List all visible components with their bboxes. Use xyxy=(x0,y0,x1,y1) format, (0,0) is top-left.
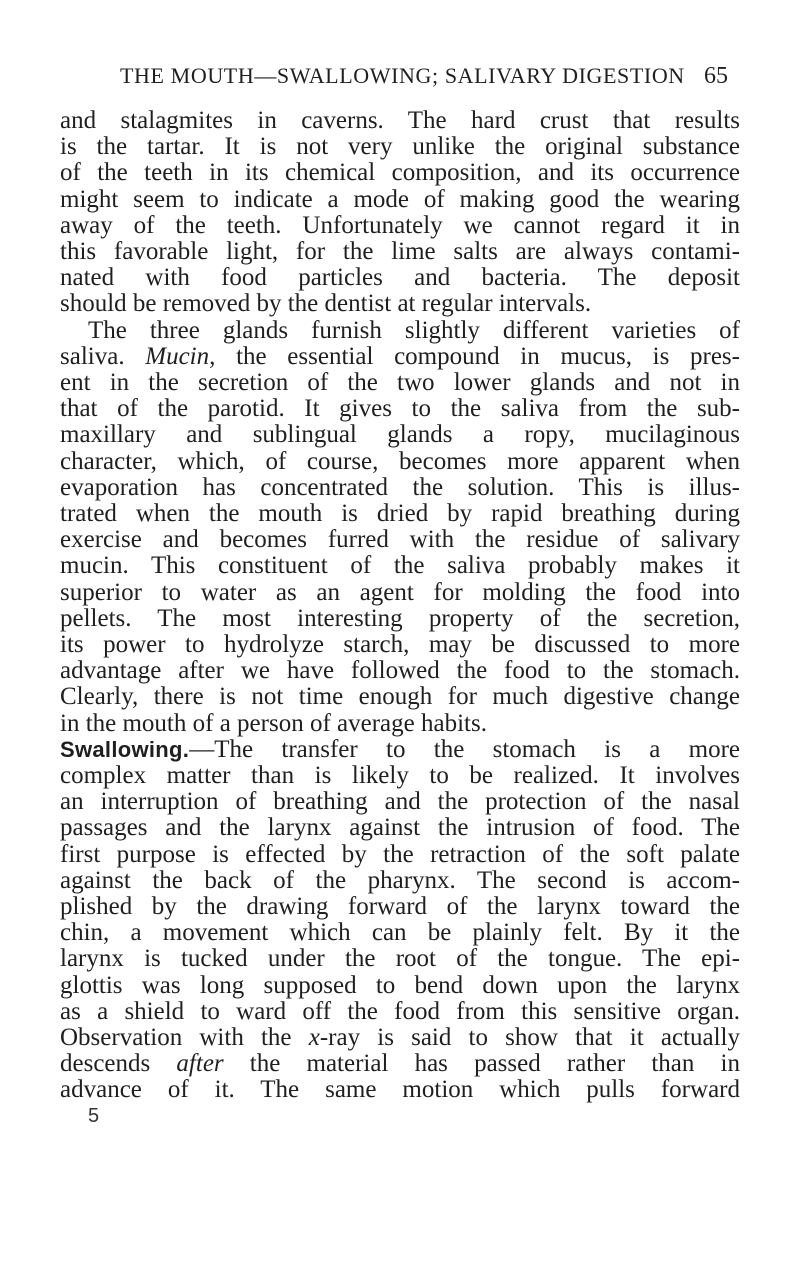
running-head xyxy=(120,63,728,93)
text-line: The three glands furnish slightly different varieties of xyxy=(88,316,740,344)
text-line: its power to hydrolyze starch, may be discussed to more xyxy=(60,631,740,658)
text-segment: descends xyxy=(60,1050,177,1078)
text-segment: —The transfer to the stomach is a more xyxy=(189,735,740,763)
text-line: maxillary and sublingual glands a ropy, mucilaginous xyxy=(60,421,740,449)
text-line: away of the teeth. Unfortunately we cannot regard it in xyxy=(60,211,740,239)
text-line: exercise and becomes furred with the residue of salivary xyxy=(60,526,740,554)
text-segment: the essential compound in mucus, is pres- xyxy=(215,342,740,370)
text-line: first purpose is effected by the retraction of the soft palate xyxy=(60,840,740,868)
running-title: THE MOUTH—SWALLOWING; SALIVARY DIGESTION xyxy=(120,63,685,88)
text-line: glottis was long supposed to bend down upon the larynx xyxy=(60,971,740,999)
text-line: nated with food particles and bacteria. The deposit xyxy=(60,264,740,292)
signature-mark: 5 xyxy=(88,1105,100,1127)
italic-term: Mucin, xyxy=(145,342,216,370)
text-line: and stalagmites in caverns. The hard crust that results xyxy=(60,107,740,134)
text-segment: -ray is said to show that it actually xyxy=(319,1024,740,1051)
text-line: advance of it. The same motion which pulls forward xyxy=(60,1076,740,1104)
text-line: pellets. The most interesting property of the secretion, xyxy=(60,604,740,632)
text-line: should be removed by the dentist at regular intervals. xyxy=(60,290,592,318)
page-number: 65 xyxy=(704,63,728,89)
italic-term: x xyxy=(308,1024,320,1051)
text-line: that of the parotid. It gives to the saliva from the sub- xyxy=(60,395,740,423)
text-segment: the material has passed rather than in xyxy=(223,1050,740,1078)
italic-term: after xyxy=(176,1050,224,1078)
text-line: Clearly, there is not time enough for much digestive change xyxy=(60,683,740,711)
text-line: of the teeth in its chemical composition, and its occurrence xyxy=(60,159,740,187)
section-run-in-heading: Swallowing. xyxy=(60,736,190,762)
text-line: passages and the larynx against the intrusion of food. The xyxy=(60,814,740,842)
text-line: in the mouth of a person of average habits. xyxy=(60,709,487,737)
text-line: advantage after we have followed the food to the stomach. xyxy=(60,657,740,685)
text-segment: Observation with the xyxy=(60,1024,309,1051)
text-line: trated when the mouth is dried by rapid breathing during xyxy=(60,500,740,527)
text-line: as a shield to ward off the food from this sensitive organ. xyxy=(60,997,740,1025)
text-line: evaporation has concentrated the solution. This is illus- xyxy=(60,473,740,501)
text-line: an interruption of breathing and the protection of the nasal xyxy=(60,788,740,816)
text-line: this favorable light, for the lime salts are always contami- xyxy=(60,238,740,265)
text-line: against the back of the pharynx. The second is accom- xyxy=(60,866,740,894)
text-line: chin, a movement which can be plainly felt. By it the xyxy=(60,919,740,947)
text-line: character, which, of course, becomes more apparent when xyxy=(60,447,740,475)
text-line: complex matter than is likely to be realized. It involves xyxy=(60,762,740,789)
text-segment: saliva. xyxy=(60,342,146,370)
text-line: mucin. This constituent of the saliva probably makes it xyxy=(60,552,740,580)
text-line: plished by the drawing forward of the larynx toward the xyxy=(60,893,740,920)
text-line: might seem to indicate a mode of making good the wearing xyxy=(60,185,740,213)
text-line: ent in the secretion of the two lower glands and not in xyxy=(60,369,740,396)
text-line: larynx is tucked under the root of the tongue. The epi- xyxy=(60,945,740,973)
text-line: is the tartar. It is not very unlike the original substance xyxy=(60,133,740,161)
text-line: superior to water as an agent for molding the food into xyxy=(60,578,740,606)
